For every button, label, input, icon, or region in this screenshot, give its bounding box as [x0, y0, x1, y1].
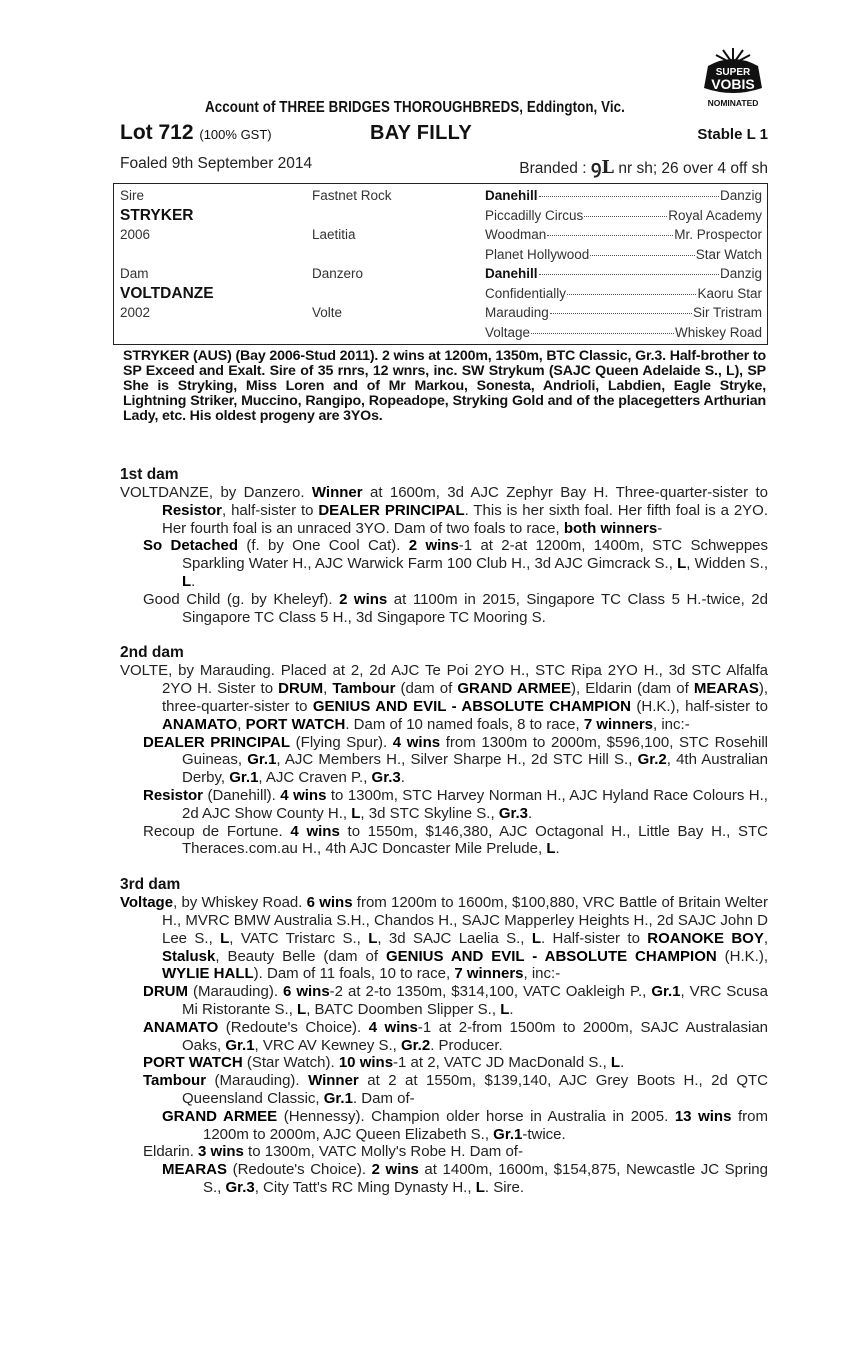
pedigree-col2: Laetitia: [312, 227, 356, 242]
pedigree-col1: VOLTDANZE: [120, 284, 214, 302]
bold-text: Resistor: [162, 501, 223, 519]
bold-text: Voltage: [120, 894, 174, 912]
bold-text: 6 wins: [306, 894, 353, 912]
dam-lines: [120, 466, 768, 1215]
text: , BATC Doomben Slipper S.,: [306, 1000, 501, 1018]
bold-text: L: [546, 840, 556, 858]
bold-text: 7 winners: [583, 715, 654, 733]
grandsire-name: Voltage: [485, 324, 531, 340]
vendor-account: Account of THREE BRIDGES THOROUGHBREDS, Eddington, Vic.: [205, 99, 625, 116]
pedigree-row: [114, 188, 767, 208]
text: Good Child (g. by Kheleyf).: [143, 590, 340, 608]
text: , VRC Scusa Mi Ristorante S.,: [182, 983, 768, 1018]
dotted-leader: [550, 313, 692, 314]
great-grandsire-name: Star Watch: [695, 246, 762, 262]
sire-summary: STRYKER (AUS) (Bay 2006-Stud 2011). 2 wins at 1200m, 1350m, BTC Classic, Gr.3. Half-brother to SP Exceed and Exalt. Sire of 35 rnrs, 12 wnrs, inc. SW Strykum (SAJC Queen Adelaide S., L), SP She is Stryking, Miss Loren and of Mr Markou, Sonesta, Andrioli, Labdien, Eagle Stryke, Lightning Striker, Muccino, Rangipo, Ropeadope, Stryking Gold and of the placegetters Arthurian Lady, etc. His oldest progeny are 3YOs.: [123, 348, 766, 424]
pedigree-col2: Fastnet Rock: [312, 188, 392, 203]
bold-text: ANAMATO: [143, 1018, 219, 1036]
bold-text: PORT WATCH: [143, 1054, 243, 1072]
bold-text: Gr.1: [225, 1036, 255, 1054]
svg-text:NOMINATED: NOMINATED: [707, 98, 759, 108]
text: ), Eldarin (dam of: [571, 680, 694, 698]
pedigree-row: [114, 247, 767, 267]
text: . Dam of-: [352, 1089, 415, 1107]
text: . This is her sixth foal. Her fifth foal is a 2YO. Her fourth foal is an unraced 3YO. Dam of two foals to race,: [162, 501, 769, 537]
pedigree-entry: [120, 787, 768, 823]
text: at 2 at 1550m, $139,140, AJC Grey Boots H., 2d QTC Queensland Classic,: [182, 1072, 769, 1107]
bold-text: Gr.3: [498, 804, 528, 822]
bold-text: Gr.1: [247, 751, 277, 769]
bold-text: ANAMATO: [162, 715, 238, 733]
text: -1 at 2-from 1500m to 2000m, SAJC Australasian Oaks,: [182, 1018, 768, 1054]
bold-text: Gr.1: [229, 769, 259, 787]
bold-text: 2 wins: [339, 590, 388, 608]
bold-text: 7 winners: [454, 965, 524, 983]
dam-section: [120, 466, 768, 626]
great-grandsire-name: Royal Academy: [668, 207, 762, 223]
bold-text: 13 wins: [674, 1107, 732, 1125]
text: at 1100m in 2015, Singapore TC Class 5 H.-twice, 2d Singapore TC Class 5 H., 3d Singapore TC Mooring S.: [182, 590, 768, 626]
text: .: [191, 572, 196, 590]
dotted-leader: [539, 274, 719, 275]
bold-text: So Detached: [143, 537, 239, 555]
super-vobis-logo: [696, 44, 770, 110]
great-grandsire-name: Mr. Prospector: [674, 227, 762, 242]
text: at 1400m, 1600m, $154,875, Newcastle JC Spring S.,: [203, 1161, 768, 1196]
text: , by Whiskey Road.: [173, 894, 307, 912]
bold-text: WYLIE HALL: [162, 965, 254, 983]
text: , inc:-: [523, 965, 561, 983]
bold-text: DEALER PRINCIPAL: [318, 501, 465, 519]
stable-location: Stable L 1: [697, 126, 768, 143]
bold-text: Winner: [311, 484, 363, 501]
text: .: [509, 1000, 514, 1018]
grandsire-name: Piccadilly Circus: [485, 207, 584, 223]
text: -2 at 2-to 1350m, $314,100, VATC Oakleigh P.,: [329, 983, 652, 1001]
pedigree-col3: [485, 286, 762, 301]
text: to 1300m, STC Harvey Norman H., AJC Hyland Race Colours H., 2d AJC Show County H.,: [182, 786, 768, 822]
lot-line: [120, 121, 768, 147]
text: to 1300m, VATC Molly's Robe H. Dam of-: [243, 1143, 523, 1161]
bold-text: Gr.2: [401, 1036, 431, 1054]
grandsire-name: Woodman: [485, 227, 547, 242]
text: . Sire.: [484, 1178, 525, 1196]
dotted-leader: [567, 294, 696, 295]
text: (Hennessy). Champion older horse in Australia in 2005.: [277, 1107, 675, 1125]
text: (Flying Spur).: [290, 733, 393, 751]
dotted-leader: [547, 235, 673, 236]
pedigree-entry: [120, 1161, 768, 1197]
bold-text: 6 wins: [283, 983, 330, 1001]
grandsire-name: Danehill: [485, 188, 538, 203]
bold-text: 10 wins: [338, 1054, 394, 1072]
pedigree-row: [114, 286, 767, 306]
text: , AJC Craven P.,: [258, 769, 372, 787]
text: , 3d SAJC Laelia S.,: [377, 929, 532, 947]
pedigree-col3: [485, 247, 762, 262]
grandsire-name: Planet Hollywood: [485, 246, 590, 262]
pedigree-entry: [120, 983, 768, 1019]
text: (H.K.), half-sister to: [630, 697, 769, 715]
pedigree-col1: STRYKER: [120, 206, 194, 224]
pedigree-col1: Dam: [120, 266, 149, 281]
bold-text: Gr.3: [371, 769, 401, 787]
bold-text: Gr.2: [637, 751, 667, 769]
svg-text:SUPER: SUPER: [715, 67, 751, 78]
text: (Marauding).: [206, 1072, 309, 1090]
text: (Redoute's Choice).: [218, 1018, 369, 1036]
pedigree-entry: [120, 894, 768, 983]
text: ,: [323, 680, 333, 698]
great-grandsire-name: Kaoru Star: [697, 285, 762, 301]
lot-label: Lot 712: [120, 121, 194, 144]
text: (Marauding).: [188, 983, 283, 1001]
great-grandsire-name: Whiskey Road: [674, 324, 762, 340]
pedigree-col3: [485, 188, 762, 203]
bold-text: both winners: [563, 519, 658, 537]
pedigree-entry: [120, 537, 768, 590]
pedigree-row: [114, 266, 767, 286]
text: -1 at 2-at 1200m, 1400m, STC Schweppes Sparkling Water H., AJC Warwick Farm 100 Club H., 3d AJC Gimcrack S.,: [182, 537, 768, 573]
text: -twice.: [522, 1125, 566, 1143]
text: (dam of: [395, 680, 458, 698]
bold-text: Tambour: [332, 680, 396, 698]
pedigree-row: [114, 325, 767, 345]
great-grandsire-name: Sir Tristram: [693, 305, 762, 320]
pedigree-entry: [120, 1072, 768, 1108]
text: Eldarin.: [143, 1143, 199, 1161]
bold-text: 4 wins: [368, 1018, 418, 1036]
pedigree-entry: [120, 484, 768, 537]
pedigree-table: [113, 183, 768, 345]
great-grandsire-name: Danzig: [719, 266, 762, 281]
text: .: [555, 840, 560, 858]
pedigree-col1: 2002: [120, 305, 151, 320]
bold-text: Resistor: [143, 786, 204, 804]
branded-text: nr sh; 26 over 4 off sh: [618, 160, 768, 177]
dam-section: [120, 876, 768, 1197]
bold-text: L: [182, 572, 192, 590]
text: , VRC AV Kewney S.,: [254, 1036, 401, 1054]
text: , 3d STC Skyline S.,: [360, 804, 499, 822]
bold-text: Stalusk: [162, 947, 216, 965]
pedigree-row: [114, 208, 767, 228]
bold-text: L: [531, 929, 541, 947]
text: from 1200m to 2000m, AJC Queen Elizabeth S.,: [203, 1107, 768, 1143]
bold-text: Gr.1: [651, 983, 681, 1001]
pedigree-col3: [485, 208, 762, 223]
text: from 1200m to 1600m, $100,880, VRC Battle of Britain Welter H., MVRC BMW Australia S.H., Chandos H., SAJC Mapperley Heights H., 2d SAJC John D Lee S.,: [162, 894, 768, 947]
pedigree-col3: [485, 325, 762, 340]
pedigree-entry: [120, 1108, 768, 1144]
pedigree-entry: [120, 591, 768, 627]
text: . Producer.: [430, 1036, 503, 1054]
dotted-leader: [590, 255, 694, 256]
text: at 1600m, 3d AJC Zephyr Bay H. Three-quarter-sister to: [362, 484, 769, 501]
pedigree-col3: [485, 266, 762, 281]
bold-text: L: [297, 1000, 307, 1018]
bold-text: 4 wins: [290, 822, 340, 840]
text: , Widden S.,: [686, 555, 768, 573]
text: , Beauty Belle (dam of: [215, 947, 386, 965]
dam-section: [120, 644, 768, 858]
horse-description: BAY FILLY: [370, 122, 472, 144]
svg-text:VOBIS: VOBIS: [711, 76, 755, 92]
section-heading: 1st dam: [120, 466, 179, 483]
pedigree-row: [114, 227, 767, 247]
text: ,: [763, 929, 768, 947]
text: , VATC Tristarc S.,: [229, 929, 369, 947]
text: from 1300m to 2000m, $596,100, STC Rosehill Guineas,: [182, 733, 768, 769]
bold-text: DEALER PRINCIPAL: [143, 733, 291, 751]
section-heading: 2nd dam: [120, 644, 184, 662]
bold-text: L: [610, 1054, 621, 1072]
gst-note: (100% GST): [199, 127, 272, 142]
pedigree-entry: [120, 1054, 768, 1072]
bold-text: L: [220, 929, 230, 947]
bold-text: Gr.1: [493, 1125, 523, 1143]
bold-text: L: [368, 929, 378, 947]
text: (Star Watch).: [242, 1054, 339, 1072]
grandsire-name: Confidentially: [485, 285, 567, 301]
bold-text: Gr.3: [225, 1178, 255, 1196]
grandsire-name: Marauding: [485, 305, 549, 320]
bold-text: 2 wins: [371, 1161, 419, 1179]
text: (f. by One Cool Cat).: [238, 537, 409, 555]
text: .: [528, 804, 533, 822]
text: . Dam of 10 named foals, 8 to race,: [345, 715, 584, 733]
dotted-leader: [531, 333, 674, 334]
pedigree-col3: [485, 227, 762, 242]
branded-label: Branded :: [519, 160, 587, 177]
bold-text: 2 wins: [408, 537, 459, 555]
bold-text: Tambour: [143, 1072, 207, 1090]
text: ), three-quarter-sister to: [162, 680, 769, 715]
pedigree-entry: [120, 823, 768, 859]
text: ). Dam of 11 foals, 10 to race,: [253, 965, 455, 983]
bold-text: PORT WATCH: [245, 715, 346, 733]
text: VOLTDANZE, by Danzero.: [120, 484, 312, 501]
text: , half-sister to: [222, 501, 319, 519]
dotted-leader: [584, 216, 667, 217]
bold-text: MEARAS: [162, 1161, 228, 1179]
bold-text: L: [351, 804, 361, 822]
bold-text: DRUM: [278, 680, 324, 698]
bold-text: GENIUS AND EVIL - ABSOLUTE CHAMPION: [312, 697, 631, 715]
grandsire-name: Danehill: [485, 266, 538, 281]
bold-text: 4 wins: [280, 786, 327, 804]
bold-text: DRUM: [143, 983, 188, 1001]
pedigree-entry: [120, 662, 768, 733]
bold-text: MEARAS: [693, 680, 759, 698]
dotted-leader: [539, 196, 719, 197]
text: Recoup de Fortune.: [143, 822, 291, 840]
bold-text: L: [677, 555, 687, 573]
section-heading: 3rd dam: [120, 876, 181, 894]
text: .: [620, 1054, 625, 1072]
brand-info: [519, 155, 768, 179]
pedigree-col1: Sire: [120, 188, 145, 203]
text: , City Tatt's RC Ming Dynasty H.,: [254, 1178, 476, 1196]
pedigree-col3: [485, 305, 762, 320]
pedigree-col1: 2006: [120, 227, 151, 242]
text: -1 at 2, VATC JD MacDonald S.,: [393, 1054, 611, 1072]
bold-text: Winner: [308, 1072, 359, 1090]
text: .: [400, 769, 405, 787]
text: to 1550m, $146,380, AJC Octagonal H., Little Bay H., STC Theraces.com.au H., 4th AJC Doncaster Mile Prelude,: [182, 822, 768, 858]
bold-text: L: [475, 1178, 485, 1196]
pedigree-row: [114, 305, 767, 325]
text: , AJC Members H., Silver Sharpe H., 2d STC Hill S.,: [276, 751, 638, 769]
text: (H.K.),: [716, 947, 768, 965]
bold-text: Gr.1: [323, 1089, 353, 1107]
bold-text: L: [500, 1000, 510, 1018]
great-grandsire-name: Danzig: [719, 188, 762, 203]
brand-mark-icon: ꝯL: [590, 157, 615, 178]
text: , 4th Australian Derby,: [182, 751, 768, 787]
text: (Danehill).: [203, 786, 281, 804]
lot-number: [120, 121, 272, 145]
bold-text: GENIUS AND EVIL - ABSOLUTE CHAMPION: [385, 947, 717, 965]
pedigree-entry: [120, 1143, 768, 1161]
pedigree-entry: [120, 734, 768, 787]
bold-text: 4 wins: [392, 733, 441, 751]
pedigree-col2: Danzero: [312, 266, 364, 281]
bold-text: GRAND ARMEE: [162, 1107, 278, 1125]
text: . Half-sister to: [540, 929, 648, 947]
bold-text: GRAND ARMEE: [457, 680, 572, 698]
text: VOLTE, by Marauding. Placed at 2, 2d AJC Te Poi 2YO H., STC Ripa 2YO H., 3d STC Alfalfa 2YO H. Sister to: [120, 662, 768, 698]
pedigree-col2: Volte: [312, 305, 343, 320]
bold-text: ROANOKE BOY: [647, 929, 764, 947]
pedigree-entry: [120, 1019, 768, 1055]
text: ,: [237, 715, 246, 733]
text: , inc:-: [653, 715, 690, 733]
bold-text: 3 wins: [198, 1143, 244, 1161]
text: -: [657, 519, 663, 537]
foaled-date: Foaled 9th September 2014: [120, 155, 313, 172]
text: (Redoute's Choice).: [227, 1161, 372, 1179]
